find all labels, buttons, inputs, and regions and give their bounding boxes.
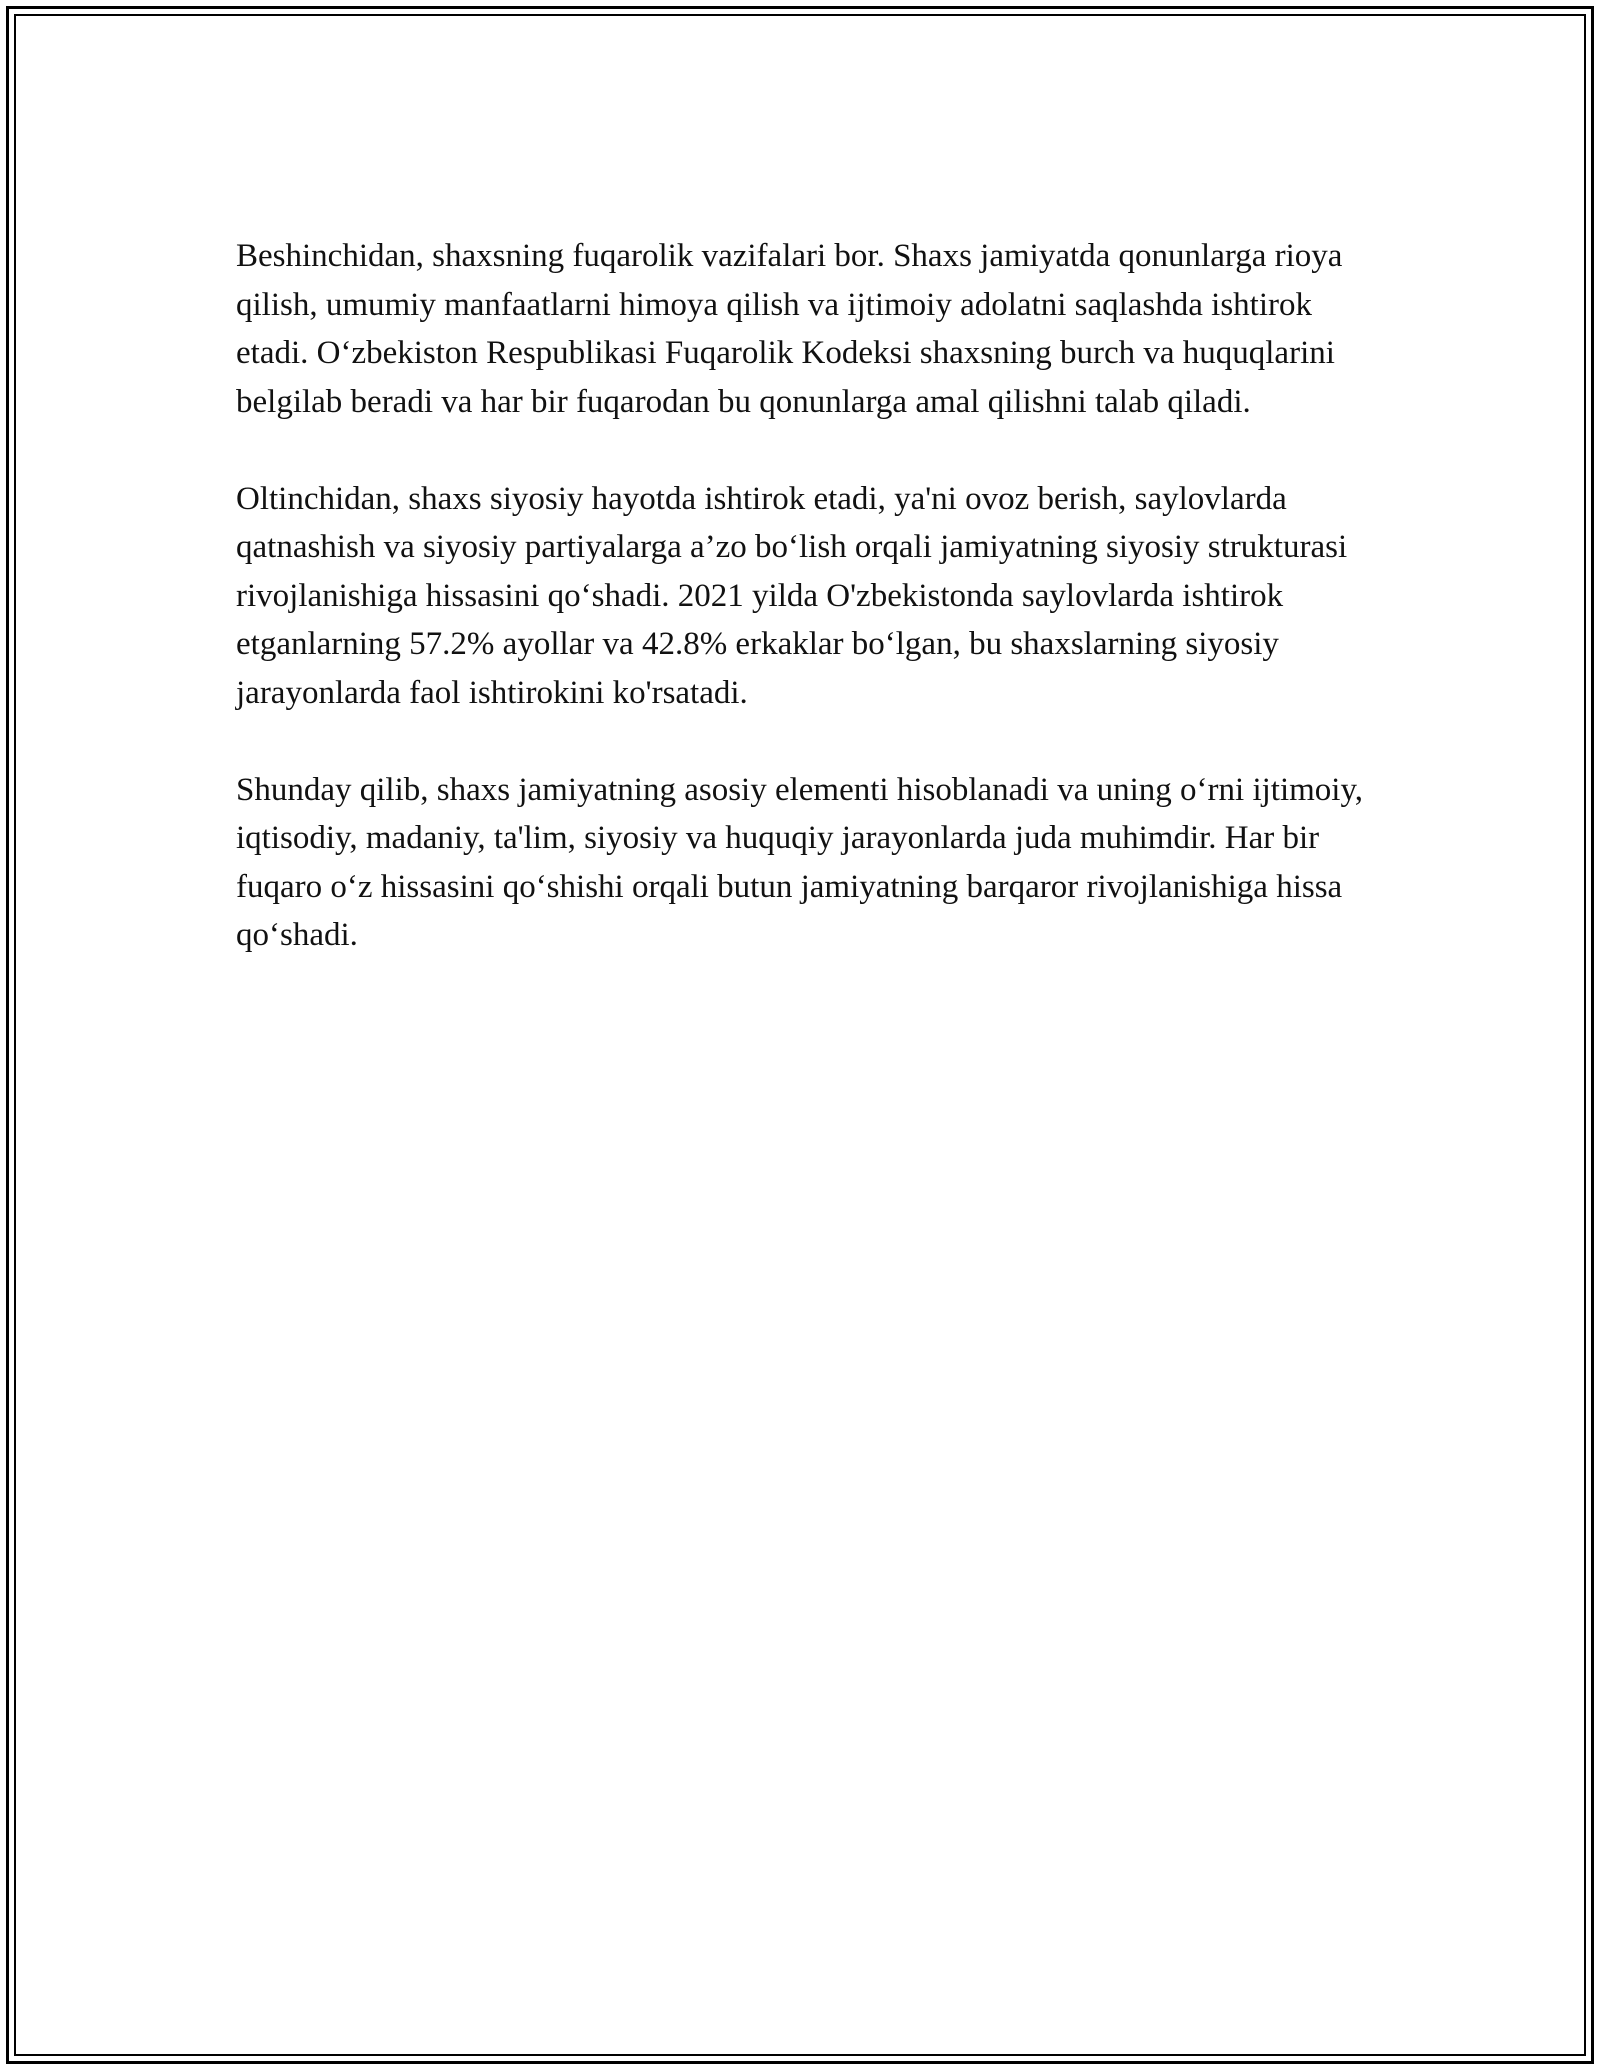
paragraph-conclusion: Shunday qilib, shaxs jamiyatning asosiy elementi hisoblanadi va uning o‘rni ijtimoiy, iqtisodiy, madaniy, ta'lim, siyosiy va huquqiy jarayonlarda juda muhimdir. Har bir fuqaro o‘z hissasini qo‘shishi orqali butun jamiyatning barqaror rivojlanishiga hissa qo‘shadi. — [236, 771, 1364, 953]
paragraph-civic-duties: Beshinchidan, shaxsning fuqarolik vazifalari bor. Shaxs jamiyatda qonunlarga rioya qilish, umumiy manfaatlarni himoya qilish va ijtimoiy adolatni saqlashda ishtirok etadi. O‘zbekiston Respublikasi Fuqarolik Kodeksi shaxsning burch va huquqlarini belgilab beradi va har bir fuqarodan bu qonunlarga amal qilishni talab qiladi. — [236, 238, 1343, 420]
document-body — [236, 232, 1386, 1008]
paragraph-political-life: Oltinchidan, shaxs siyosiy hayotda ishtirok etadi, ya'ni ovoz berish, saylovlarda qatnashish va siyosiy partiyalarga a’zo bo‘lish orqali jamiyatning siyosiy strukturasi rivojlanishiga hissasini qo‘shadi. 2021 yilda O'zbekistonda saylovlarda ishtirok etganlarning 57.2% ayollar va 42.8% erkaklar bo‘lgan, bu shaxslarning siyosiy jarayonlarda faol ishtirokini ko'rsatadi. — [236, 480, 1348, 711]
